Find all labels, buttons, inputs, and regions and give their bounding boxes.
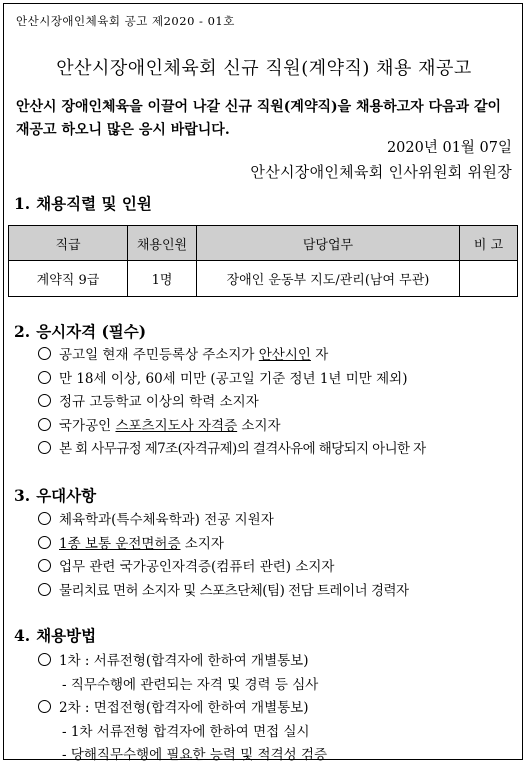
circle-bullet-icon [38,700,51,713]
section-2-heading [14,320,146,342]
list-item: 공고일 현재 주민등록상 주소지가 안산시인 자 [38,344,426,368]
section-title: 채용직렬 및 인원 [36,194,152,213]
list-item: 1차 : 서류전형(합격자에 한하여 개별통보) [38,650,327,674]
list-item: 2차 : 면접전형(합격자에 한하여 개별통보) [38,697,327,721]
notice-date: 2020년 01월 07일 [386,140,512,156]
section-3-heading [14,484,96,506]
section-title: 응시자격 (필수) [36,322,147,341]
list-subitem: - 직무수행에 관련되는 자격 및 경력 등 심사 [62,676,319,693]
list-item: 물리치료 면허 소지자 및 스포츠단체(팀) 전담 트레이너 경력자 [38,580,409,604]
list-item: 본 회 사무규정 제7조(자격규제)의 결격사유에 해당되지 아니한 자 [38,438,426,462]
column-header: 담당업무 [197,226,460,261]
issuer-name: 안산시장애인체육회 인사위원회 위원장 [250,163,512,181]
table-cell: 장애인 운동부 지도/관리(남여 무관) [197,261,460,297]
list-item: 정규 고등학교 이상의 학력 소지자 [38,391,426,415]
list-item: 국가공인 스포츠지도사 자격증 소지자 [38,415,426,439]
section-1-heading [14,192,152,214]
intro-paragraph: 안산시 장애인체육을 이끌어 나갈 신규 직원(계약직)을 채용하고자 다음과 같이 재공고 하오니 많은 응시 바랍니다. [16,99,502,138]
section-number: 4. [14,626,31,645]
section-number: 1. [14,194,31,213]
circle-bullet-icon [38,653,51,666]
circle-bullet-icon [38,512,51,525]
list-item: 체육학과(특수체육학과) 전공 지원자 [38,509,409,533]
circle-bullet-icon [38,583,51,596]
section-number: 3. [14,486,31,505]
circle-bullet-icon [38,536,51,549]
circle-bullet-icon [38,371,51,384]
circle-bullet-icon [38,418,51,431]
page-title: 안산시장애인체육회 신규 직원(계약직) 채용 재공고 [56,58,472,79]
list-item: 1종 보통 운전면허증 소지자 [38,533,409,557]
section-number: 2. [14,322,31,341]
notice-page [3,3,523,763]
list-subitem: - 1차 서류전형 합격자에 한하여 면접 실시 [62,723,310,740]
list-item: 만 18세 이상, 60세 미만 (공고일 기준 정년 1년 미만 제외) [38,368,426,392]
table-cell: 계약직 9급 [9,261,128,297]
column-header: 비 고 [460,226,518,261]
positions-table [8,225,518,297]
circle-bullet-icon [38,394,51,407]
announcement-number: 안산시장애인체육회 공고 제2020 - 01호 [16,14,235,28]
section-title: 채용방법 [36,626,97,645]
table-cell [460,261,518,297]
list-subitem: - 당해직무수행에 필요한 능력 및 적격성 검증 [62,747,328,763]
qualifications-list [38,344,426,462]
section-title: 우대사항 [36,486,97,505]
circle-bullet-icon [38,441,51,454]
list-item: 업무 관련 국가공인자격증(컴퓨터 관련) 소지자 [38,556,409,580]
table-cell: 1명 [128,261,197,297]
preferences-list [38,509,409,603]
circle-bullet-icon [38,347,51,360]
methods-list [38,650,327,768]
column-header: 직급 [9,226,128,261]
circle-bullet-icon [38,559,51,572]
section-4-heading [14,624,96,646]
column-header: 채용인원 [128,226,197,261]
table-header-row [9,226,518,261]
table-row [9,261,518,297]
